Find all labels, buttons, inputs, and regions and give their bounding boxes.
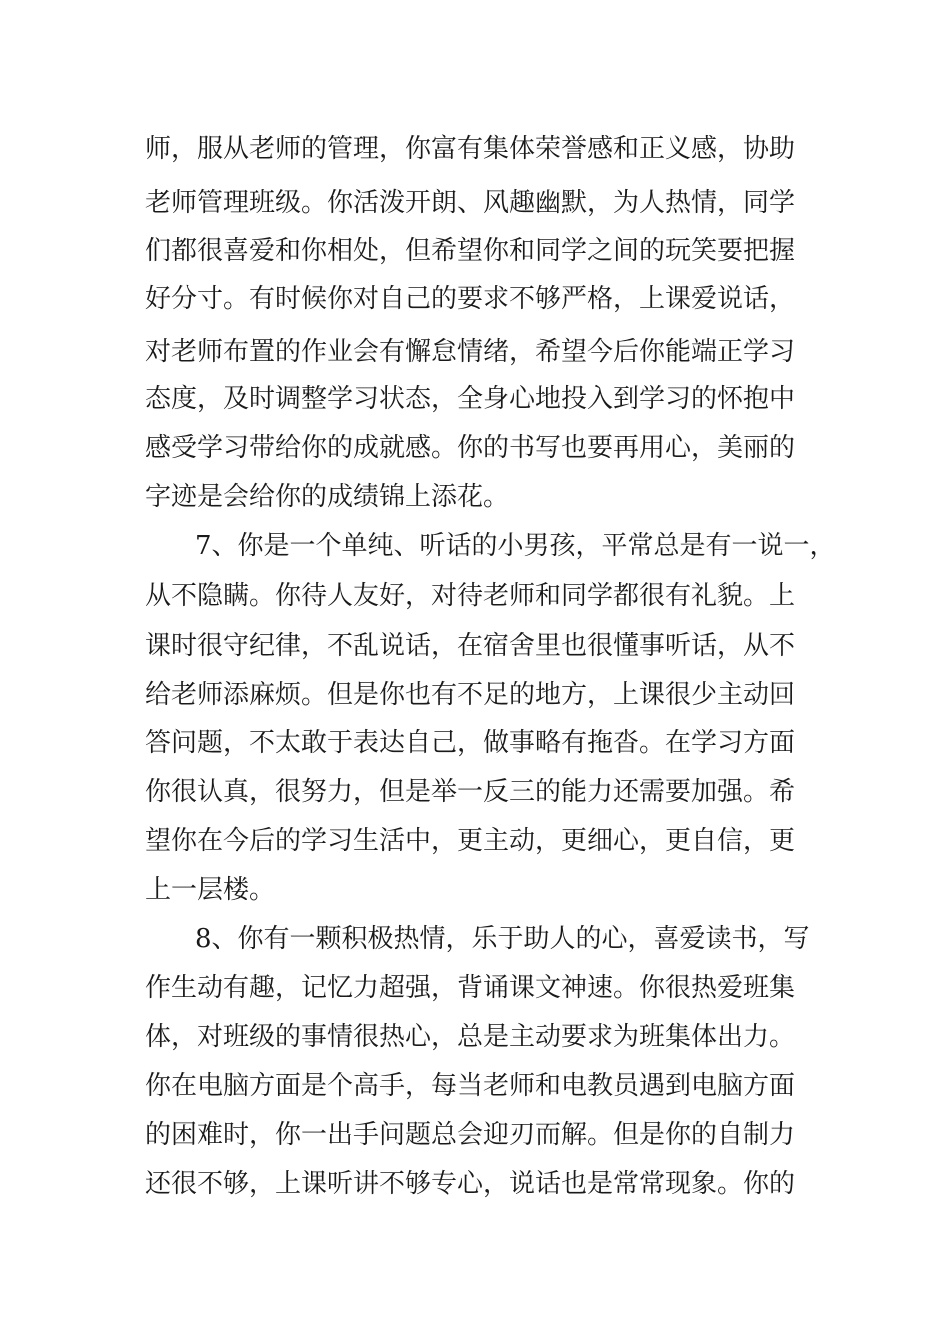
text-line: 感受学习带给你的成就感。你的书写也要再用心，美丽的 <box>145 433 796 463</box>
text-line: 的困难时，你一出手问题总会迎刃而解。但是你的自制力 <box>145 1120 796 1150</box>
text-line: 给老师添麻烦。但是你也有不足的地方，上课很少主动回 <box>145 680 796 710</box>
text-line: 你在电脑方面是个高手，每当老师和电教员遇到电脑方面 <box>145 1071 796 1101</box>
text-line: 从不隐瞒。你待人友好，对待老师和同学都很有礼貌。上 <box>145 581 796 611</box>
text-line: 你很认真，很努力，但是举一反三的能力还需要加强。希 <box>145 777 796 807</box>
text-line: 们都很喜爱和你相处，但希望你和同学之间的玩笑要把握 <box>145 236 796 266</box>
text-line: 望你在今后的学习生活中，更主动，更细心，更自信，更 <box>145 826 796 856</box>
text-line: 答问题，不太敢于表达自己，做事略有拖沓。在学习方面 <box>145 728 796 758</box>
paragraph-7-first-line: 7、你是一个单纯、听话的小男孩，平常总是有一说一， <box>195 531 836 561</box>
text-line: 作生动有趣，记忆力超强，背诵课文神速。你很热爱班集 <box>145 973 796 1003</box>
text-line: 体，对班级的事情很热心，总是主动要求为班集体出力。 <box>145 1022 796 1052</box>
text-line: 师，服从老师的管理，你富有集体荣誉感和正义感，协助 <box>145 134 796 164</box>
text-line: 还很不够，上课听讲不够专心，说话也是常常现象。你的 <box>145 1169 796 1199</box>
paragraph-8-first-line: 8、你有一颗积极热情，乐于助人的心，喜爱读书，写 <box>195 924 810 954</box>
text-line: 对老师布置的作业会有懈怠情绪，希望今后你能端正学习 <box>145 337 796 367</box>
text-line: 上一层楼。 <box>145 875 276 905</box>
text-line: 课时很守纪律，不乱说话，在宿舍里也很懂事听话，从不 <box>145 631 796 661</box>
text-line: 态度，及时调整学习状态，全身心地投入到学习的怀抱中 <box>145 384 796 414</box>
text-line: 老师管理班级。你活泼开朗、风趣幽默，为人热情，同学 <box>145 188 796 218</box>
text-line: 字迹是会给你的成绩锦上添花。 <box>145 482 510 512</box>
text-line: 好分寸。有时候你对自己的要求不够严格，上课爱说话， <box>145 284 796 314</box>
